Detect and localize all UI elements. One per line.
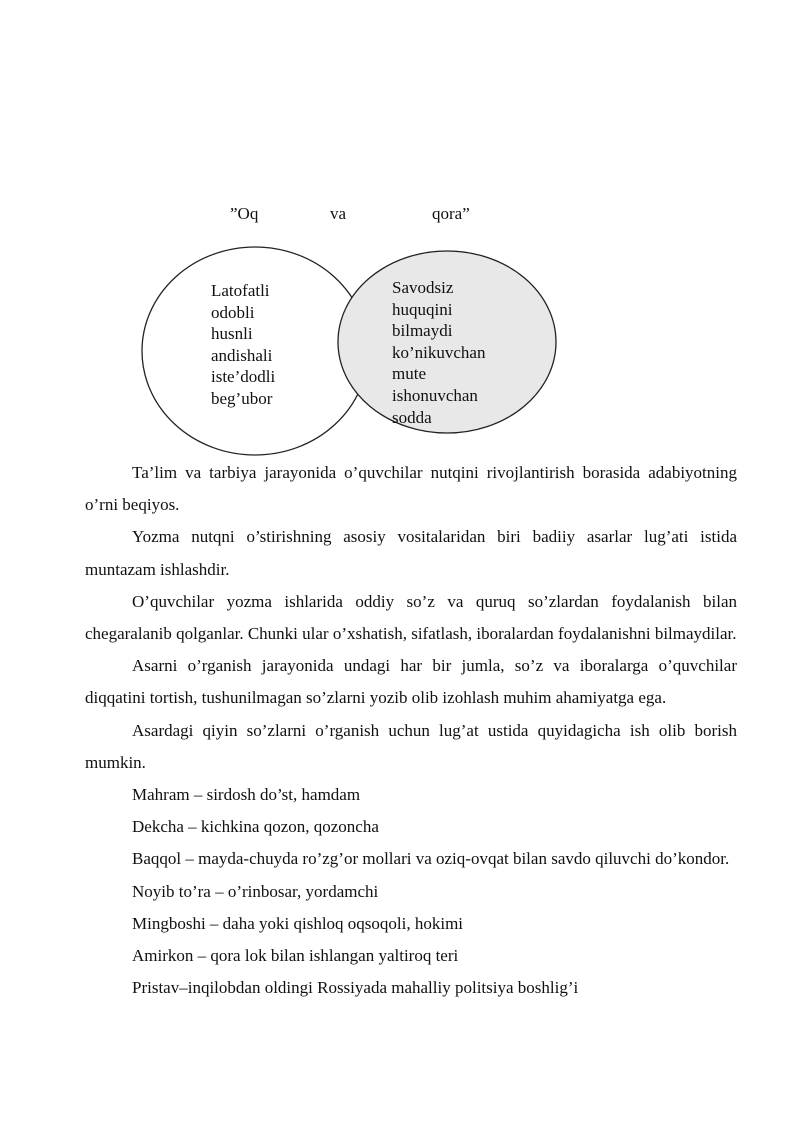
left-circle-list	[211, 280, 275, 410]
right-item: huquqini	[392, 299, 453, 319]
paragraph: Ta’lim va tarbiya jarayonida o’quvchilar nutqini rivojlantirish borasida adabiyotning o’rni beqiyos.	[85, 463, 737, 515]
right-item: mute	[392, 364, 426, 384]
diagram-title-word-va: va	[330, 204, 347, 223]
left-item: odobli	[211, 302, 255, 322]
paragraph: O’quvchilar yozma ishlarida oddiy so’z va quruq so’zlardan foydalanish bilan chegaralanib qolganlar. Chunki ular o’xshatish, sifatlash, iboralardan foydalanishni bilmaydilar.	[85, 591, 737, 644]
glossary-entry: Amirkon – qora lok bilan ishlangan yaltiroq teri	[132, 946, 459, 966]
diagram-title-word-qora: qora”	[432, 204, 470, 223]
glossary-entry: Mahram – sirdosh do’st, hamdam	[132, 785, 361, 805]
glossary-entry: Dekcha – kichkina qozon, qozoncha	[132, 817, 379, 837]
left-item: beg’ubor	[211, 388, 273, 408]
right-item: sodda	[392, 407, 432, 427]
glossary-entry: Pristav–inqilobdan oldingi Rossiyada mahalliy politsiya boshlig’i	[132, 978, 579, 998]
paragraph: Asardagi qiyin so’zlarni o’rganish uchun lug’at ustida quyidagicha ish olib borish mumkin.	[85, 720, 737, 772]
glossary-entry: Baqqol – mayda-chuyda ro’zg’or mollari va oziq-ovqat bilan savdo qiluvchi do’kondor.	[132, 849, 730, 869]
diagram-title-word-oq: ”Oq	[230, 204, 259, 223]
paragraph: Asarni o’rganish jarayonida undagi har bir jumla, so’z va iboralarga o’quvchilar diqqatini tortish, tushunilmagan so’zlarni yozib olib izohlash muhim ahamiyatga ega.	[85, 656, 737, 708]
glossary-entry: Noyib to’ra – o’rinbosar, yordamchi	[132, 881, 379, 901]
left-item: andishali	[211, 345, 273, 365]
right-circle-list	[392, 277, 485, 428]
right-item: Savodsiz	[392, 278, 454, 297]
left-item: Latofatli	[211, 281, 270, 300]
glossary-entry: Mingboshi – daha yoki qishloq oqsoqoli, hokimi	[132, 913, 464, 933]
paragraph: Yozma nutqni o’stirishning asosiy vositalaridan biri badiiy asarlar lug’ati istida muntazam ishlashdir.	[85, 527, 737, 579]
left-item: iste’dodli	[211, 367, 276, 387]
right-item: ko’nikuvchan	[392, 342, 486, 362]
left-item: husnli	[211, 324, 253, 344]
document-body	[85, 457, 737, 1004]
right-item: ishonuvchan	[392, 385, 478, 405]
right-item: bilmaydi	[392, 321, 453, 341]
